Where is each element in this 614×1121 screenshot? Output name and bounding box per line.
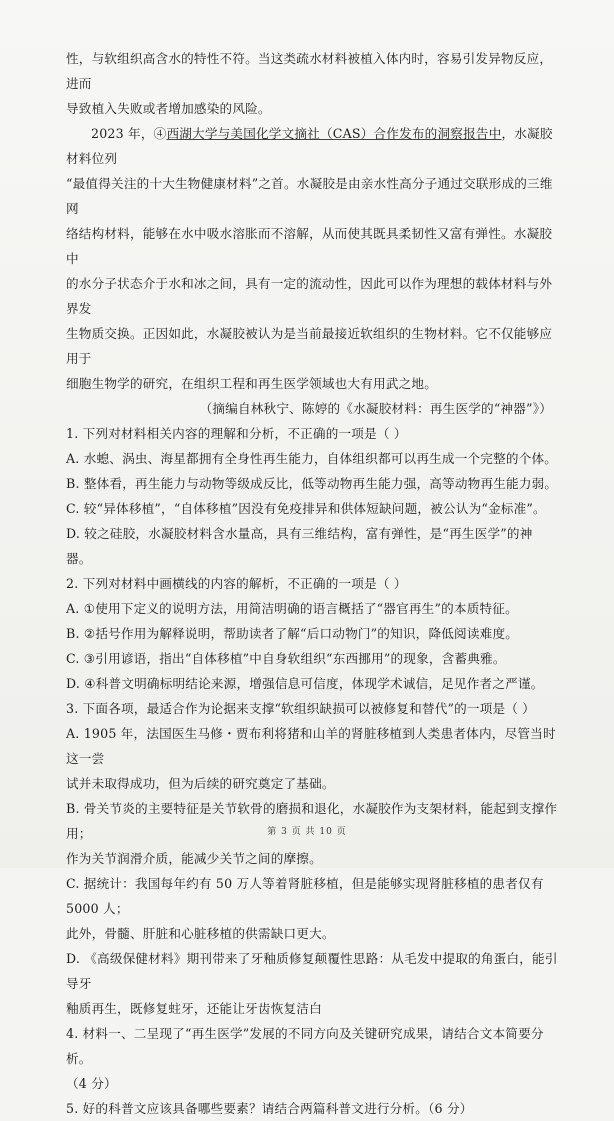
question-3: 3. 下面各项，最适合作为论据来支撑“软组织缺损可以被修复和替代”的一项是（ ） xyxy=(66,701,536,716)
question-3-option-b-line-1: B. 骨关节炎的主要特征是关节软骨的磨损和退化，水凝胶作为支架材料，能起到支撑作用； xyxy=(66,801,558,841)
question-4-line-2: （4 分） xyxy=(66,1076,117,1091)
question-4-line-1: 4. 材料一、二呈现了“再生医学”发展的不同方向及关键研究成果，请结合文本简要分析。 xyxy=(66,1026,544,1066)
question-1-option-b: B. 整体看，再生能力与动物等级成反比，低等动物再生能力强，高等动物再生能力弱。 xyxy=(66,476,558,491)
article-source: （摘编自林秋宁、陈婷的《水凝胶材料：再生医学的“神器”》） xyxy=(199,401,552,416)
question-3-option-d-line-2: 釉质再生，既修复蛀牙，还能让牙齿恢复洁白 xyxy=(66,1001,322,1016)
question-2-option-c: C. ③引用谚语，指出“自体移植”中自身软组织“东西挪用”的现象，含蓄典雅。 xyxy=(66,651,506,666)
question-3-option-c-line-1: C. 据统计：我国每年约有 50 万人等着肾脏移植，但是能够实现肾脏移植的患者仅有 5000 人； xyxy=(66,876,544,916)
question-1-option-a: A. 水螅、涡虫、海星都拥有全身性再生能力，自体组织都可以再生成一个完整的个体。 xyxy=(66,451,558,466)
article-paragraph-2-line-3: 络结构材料，能够在水中吸水溶胀而不溶解，从而使其既具柔韧性又富有弹性。水凝胶中 xyxy=(66,226,553,266)
question-3-option-a-line-2: 试并未取得成功，但为后续的研究奠定了基础。 xyxy=(66,776,335,791)
article-paragraph-2-line-1 xyxy=(66,121,558,171)
question-1-option-d: D. 较之硅胶，水凝胶材料含水量高，具有三维结构，富有弹性，是“再生医学”的神器。 xyxy=(66,526,533,566)
paragraph-2-lead: 2023 年，④ xyxy=(91,126,167,141)
article-paragraph-1-line-1: 性，与软组织高含水的特性不符。当这类疏水材料被植入体内时，容易引发异物反应，进而 xyxy=(66,51,553,91)
page-number: 第 3 页 共 10 页 xyxy=(267,827,347,837)
question-1: 1. 下列对材料相关内容的理解和分析，不正确的一项是（ ） xyxy=(66,426,407,441)
question-1-option-c: C. 较“异体移植”，“自体移植”因没有免疫排异和供体短缺问题，被公认为“金标准”。 xyxy=(66,501,546,516)
article-paragraph-2-line-2: “最值得关注的十大生物健康材料”之首。水凝胶是由亲水性高分子通过交联形成的三维网 xyxy=(66,176,553,216)
article-paragraph-2-line-6: 细胞生物学的研究，在组织工程和再生医学领域也大有用武之地。 xyxy=(66,376,438,391)
question-5: 5. 好的科普文应该具备哪些要素？请结合两篇科普文进行分析。（6 分） xyxy=(66,1101,473,1116)
question-2-option-a: A. ①使用下定义的说明方法，用简洁明确的语言概括了“器官再生”的本质特征。 xyxy=(66,601,518,616)
question-3-option-c-line-2: 此外，骨髓、肝脏和心脏移植的供需缺口更大。 xyxy=(66,926,335,941)
paragraph-2-tail: ，水凝胶材料位列 xyxy=(66,126,553,166)
question-3-option-b-line-2: 作为关节润滑介质，能减少关节之间的摩擦。 xyxy=(66,851,322,866)
article-paragraph-2-line-5: 生物质交换。正因如此，水凝胶被认为是当前最接近软组织的生物材料。它不仅能够应用于 xyxy=(66,326,553,366)
question-2-option-d: D. ④科普文明确标明结论来源，增强信息可信度，体现学术诚信，足见作者之严谨。 xyxy=(66,676,544,691)
page-content xyxy=(66,46,558,1121)
question-2: 2. 下列对材料中画横线的内容的解析，不正确的一项是（ ） xyxy=(66,576,407,591)
question-2-option-b: B. ②括号作用为解释说明，帮助读者了解“后口动物门”的知识，降低阅读难度。 xyxy=(66,626,519,641)
question-3-option-d-line-1: D. 《高级保健材料》期刊带来了牙釉质修复颠覆性思路：从毛发中提取的角蛋白，能引导牙 xyxy=(66,951,558,991)
article-paragraph-1-line-2: 导致植入失败或者增加感染的风险。 xyxy=(66,101,271,116)
article-paragraph-2-line-4: 的水分子状态介于水和冰之间，具有一定的流动性，因此可以作为理想的载体材料与外界发 xyxy=(66,276,553,316)
underlined-source-text: 西湖大学与美国化学文摘社（CAS）合作发布的洞察报告中 xyxy=(166,126,502,141)
question-3-option-a-line-1: A. 1905 年，法国医生马修・贾布利将猪和山羊的肾脏移植到人类患者体内，尽管当时这一尝 xyxy=(66,726,556,766)
